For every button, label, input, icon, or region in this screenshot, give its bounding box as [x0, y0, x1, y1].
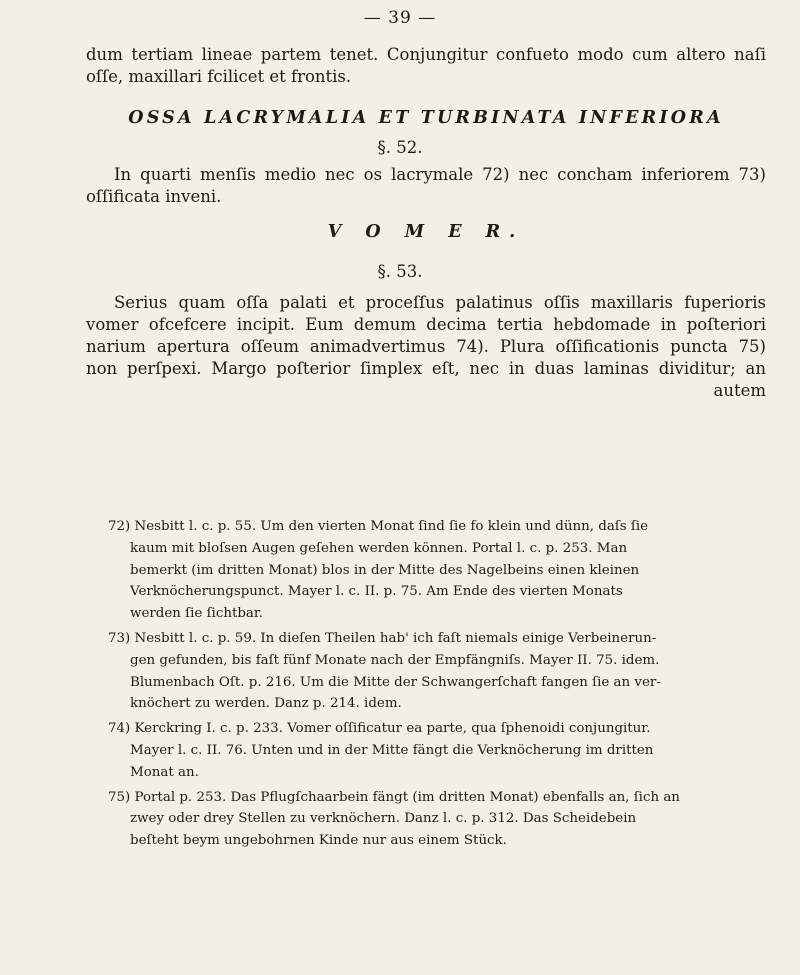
footnote-73 [108, 628, 768, 715]
text-line: vomer ofcefcere incipit. Eum demum decima tertia hebdomade in poſteriori [86, 315, 766, 334]
section-heading-ossa-lacrymalia: OSSA LACRYMALIA ET TURBINATA INFERIORA [128, 108, 724, 128]
footnote-72 [108, 516, 768, 625]
page-number: — 39 — [363, 8, 437, 28]
paragraph-number-53: §. 53. [377, 262, 423, 281]
footnote-line: 75) Portal p. 253. Das Pflugſchaarbein fängt (im dritten Monat) ebenfalls an, ſich an [108, 789, 680, 805]
text-line: non perſpexi. Margo poſterior ſimplex eſt, nec in duas laminas dividitur; an [86, 359, 766, 378]
text-line: dum tertiam lineae partem tenet. Conjungitur confueto modo cum altero naſi [86, 45, 766, 64]
footnote-line: kaum mit bloſsen Augen geſehen werden können. Portal l. c. p. 253. Man [130, 540, 628, 556]
footnote-line: knöchert zu werden. Danz p. 214. idem. [130, 696, 402, 712]
footnotes [108, 516, 768, 855]
paragraph-number-52: §. 52. [377, 138, 423, 157]
text-line: oſſe, maxillari fcilicet et frontis. [86, 67, 352, 86]
text-line: oſſificata inveni. [86, 187, 222, 206]
section1-paragraph [86, 164, 766, 208]
footnote-line: beſteht beym ungebohrnen Kinde nur aus einem Stück. [130, 833, 507, 849]
footnote-line: 74) Kerckring I. c. p. 233. Vomer oſſificatur ea parte, qua ſphenoidi conjungitur. [108, 721, 651, 737]
footnote-line: werden ſie ſichtbar. [130, 606, 264, 622]
footnote-line: zwey oder drey Stellen zu verknöchern. Danz l. c. p. 312. Das Scheidebein [130, 811, 637, 827]
text-line: In quarti menſis medio nec os lacrymale 72) nec concham inferiorem 73) [114, 165, 766, 184]
footnote-line: 72) Nesbitt l. c. p. 55. Um den vierten Monat ſind ſie fo klein und dünn, daſs ſie [108, 519, 649, 534]
footnote-line: 73) Nesbitt l. c. p. 59. In dieſen Theilen hab' ich faſt niemals einige Verbeinerun- [108, 630, 657, 646]
section2-paragraph [86, 292, 766, 402]
footnote-75 [108, 787, 768, 852]
text-line: Serius quam oſſa palati et proceſſus palatinus oſſis maxillaris fuperioris [114, 293, 766, 312]
footnote-line: bemerkt (im dritten Monat) blos in der Mitte des Nagelbeins einen kleinen [130, 562, 640, 578]
section-heading-vomer: V O M E R. [327, 222, 525, 242]
text-line: narium apertura oſſeum animadvertimus 74). Plura oſſificationis puncta 75) [86, 337, 766, 356]
footnote-line: Verknöcherungspunct. Mayer l. c. II. p. 75. Am Ende des vierten Monats [130, 584, 623, 600]
footnote-line: gen gefunden, bis faſt fünf Monate nach der Empfängniſs. Mayer II. 75. idem. [130, 652, 660, 668]
footnote-line: Blumenbach Oſt. p. 216. Um die Mitte der Schwangerſchaft fangen ſie an ver- [130, 674, 661, 690]
intro-paragraph [86, 44, 766, 88]
catchword: autem [713, 381, 766, 400]
footnote-74 [108, 718, 768, 783]
footnote-line: Mayer l. c. II. 76. Unten und in der Mitte fängt die Verknöcherung im dritten [130, 742, 654, 758]
footnote-line: Monat an. [130, 764, 199, 780]
